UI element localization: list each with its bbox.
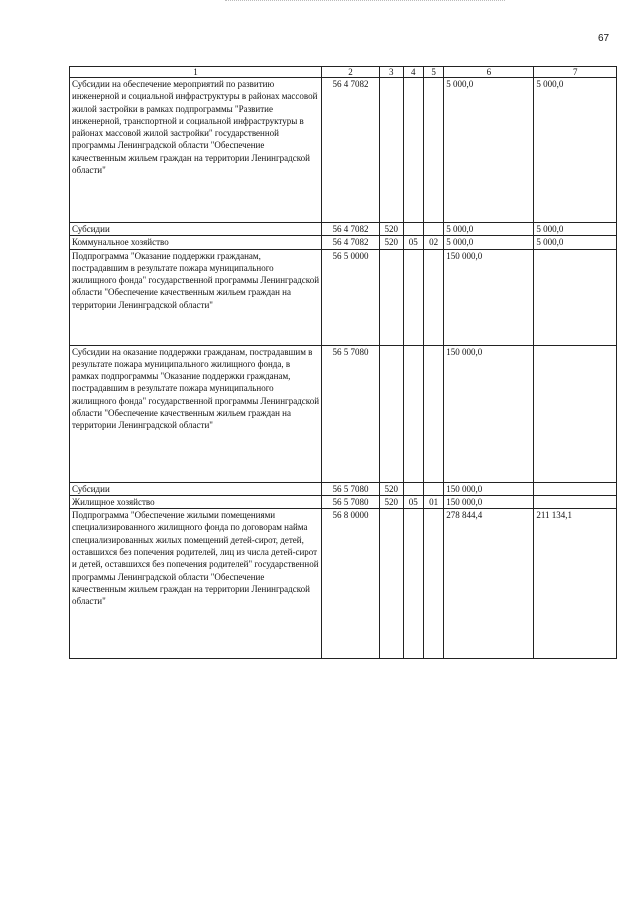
row-csr: 56 5 7080 [322,345,380,482]
row-rz [403,78,423,223]
row-rz [403,223,423,236]
table-row [70,249,617,345]
row-rz [403,482,423,495]
table-row [70,509,617,659]
header-col-4: 4 [403,67,423,78]
scan-artifact-line [225,0,505,3]
row-sum-2: 5 000,0 [534,236,617,249]
row-csr: 56 5 7080 [322,495,380,508]
row-sum-2 [534,249,617,345]
row-pr [423,345,443,482]
row-rz [403,249,423,345]
row-name: Подпрограмма "Обеспечение жилыми помещениями специализированного жилищного фонда по договорам найма специализированных жилых помещений детей-сирот, детей, оставшихся без попечения родителей, лиц из числа детей-сирот и детей, оставшихся без попечения родителей" государственной программы Ленинградской области "Обеспечение качественным жильем граждан на территории Ленинградской области" [70,509,322,659]
table-header-row [70,67,617,78]
row-sum-1: 150 000,0 [444,482,534,495]
row-vr [379,345,403,482]
header-col-7: 7 [534,67,617,78]
table-row [70,345,617,482]
row-pr: 02 [423,236,443,249]
table-row [70,482,617,495]
row-pr [423,482,443,495]
row-csr: 56 8 0000 [322,509,380,659]
row-pr [423,509,443,659]
budget-table [69,66,617,659]
row-rz: 05 [403,236,423,249]
row-vr [379,249,403,345]
row-sum-1: 150 000,0 [444,495,534,508]
table-row [70,78,617,223]
row-sum-2 [534,495,617,508]
row-csr: 56 4 7082 [322,78,380,223]
row-vr: 520 [379,223,403,236]
row-rz: 05 [403,495,423,508]
header-col-2: 2 [322,67,380,78]
row-sum-2 [534,482,617,495]
row-pr [423,249,443,345]
table-row [70,495,617,508]
row-sum-1: 5 000,0 [444,78,534,223]
row-rz [403,345,423,482]
row-name: Подпрограмма "Оказание поддержки гражданам, пострадавшим в результате пожара муниципального жилищного фонда" государственной программы Ленинградской области "Обеспечение качественным жильем граждан на территории Ленинградской области" [70,249,322,345]
row-name: Субсидии [70,482,322,495]
row-sum-1: 5 000,0 [444,223,534,236]
row-sum-1: 5 000,0 [444,236,534,249]
header-col-3: 3 [379,67,403,78]
table-row [70,236,617,249]
page-number: 67 [598,33,610,44]
row-vr: 520 [379,495,403,508]
row-csr: 56 4 7082 [322,223,380,236]
row-csr: 56 4 7082 [322,236,380,249]
row-vr [379,509,403,659]
header-col-5: 5 [423,67,443,78]
row-sum-2: 5 000,0 [534,223,617,236]
row-sum-2: 211 134,1 [534,509,617,659]
row-sum-1: 150 000,0 [444,345,534,482]
row-csr: 56 5 0000 [322,249,380,345]
row-sum-2: 5 000,0 [534,78,617,223]
row-pr: 01 [423,495,443,508]
row-name: Коммунальное хозяйство [70,236,322,249]
row-name: Субсидии на оказание поддержки гражданам, пострадавшим в результате пожара муниципального жилищного фонда, в рамках подпрограммы "Оказание поддержки гражданам, пострадавшим в результате пожара муниципального жилищного фонда" государственной программы Ленинградской области "Обеспечение качественным жильем граждан на территории Ленинградской области" [70,345,322,482]
row-sum-2 [534,345,617,482]
row-pr [423,78,443,223]
row-name: Субсидии на обеспечение мероприятий по развитию инженерной и социальной инфраструктуры в районах массовой жилой застройки в рамках подпрограммы "Развитие инженерной, транспортной и социальной инфраструктуры в районах массовой жилой застройки" государственной программы Ленинградской области "Обеспечение качественным жильем граждан на территории Ленинградской области" [70,78,322,223]
row-name: Субсидии [70,223,322,236]
row-rz [403,509,423,659]
header-col-1: 1 [70,67,322,78]
row-csr: 56 5 7080 [322,482,380,495]
row-sum-1: 278 844,4 [444,509,534,659]
row-vr: 520 [379,236,403,249]
row-vr: 520 [379,482,403,495]
row-sum-1: 150 000,0 [444,249,534,345]
row-name: Жилищное хозяйство [70,495,322,508]
table-row [70,223,617,236]
row-pr [423,223,443,236]
header-col-6: 6 [444,67,534,78]
row-vr [379,78,403,223]
